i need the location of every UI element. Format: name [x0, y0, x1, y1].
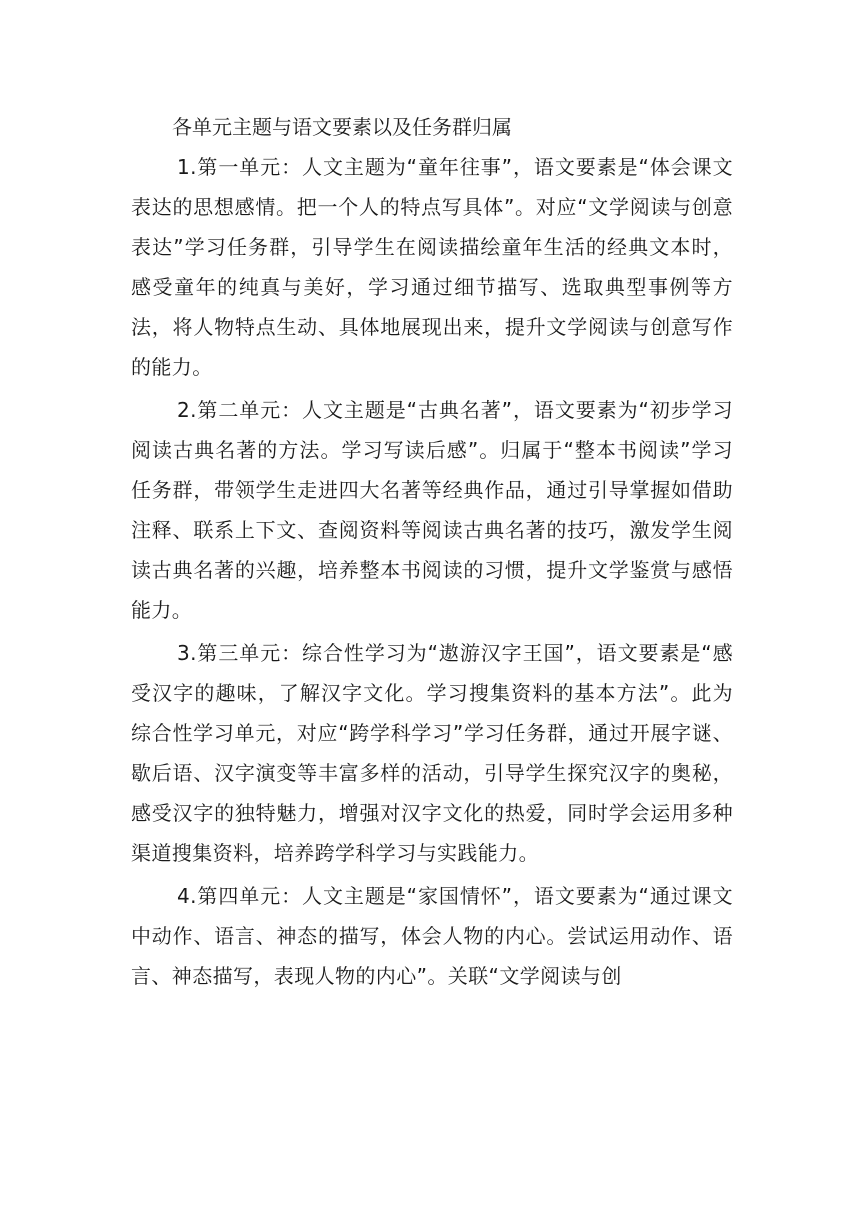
- paragraph-unit-2: 2.第二单元：人文主题是“古典名著”，语文要素为“初步学习阅读古典名著的方法。学习写读后感”。归属于“整本书阅读”学习任务群，带领学生走进四大名著等经典作品，通过引导掌握如借助注释、联系上下文、查阅资料等阅读古典名著的技巧，激发学生阅读古典名著的兴趣，培养整本书阅读的习惯，提升文学鉴赏与感悟能力。: [131, 398, 733, 622]
- paragraph-unit-3: 3.第三单元：综合性学习为“遨游汉字王国”，语文要素是“感受汉字的趣味，了解汉字文化。学习搜集资料的基本方法”。此为综合性学习单元，对应“跨学科学习”学习任务群，通过开展字谜、歇后语、汉字演变等丰富多样的活动，引导学生探究汉字的奥秘，感受汉字的独特魅力，增强对汉字文化的热爱，同时学会运用多种渠道搜集资料，培养跨学科学习与实践能力。: [131, 641, 733, 865]
- paragraph-unit-1: 1.第一单元：人文主题为“童年往事”，语文要素是“体会课文表达的思想感情。把一个人的特点写具体”。对应“文学阅读与创意表达”学习任务群，引导学生在阅读描绘童年生活的经典文本时，感受童年的纯真与美好，学习通过细节描写、选取典型事例等方法，将人物特点生动、具体地展现出来，提升文学阅读与创意写作的能力。: [131, 155, 733, 379]
- paragraph-unit-4: 4.第四单元：人文主题是“家国情怀”，语文要素为“通过课文中动作、语言、神态的描写，体会人物的内心。尝试运用动作、语言、神态描写，表现人物的内心”。关联“文学阅读与创: [131, 884, 733, 988]
- document-body: [131, 108, 733, 999]
- document-heading: 各单元主题与语文要素以及任务群归属: [172, 115, 512, 139]
